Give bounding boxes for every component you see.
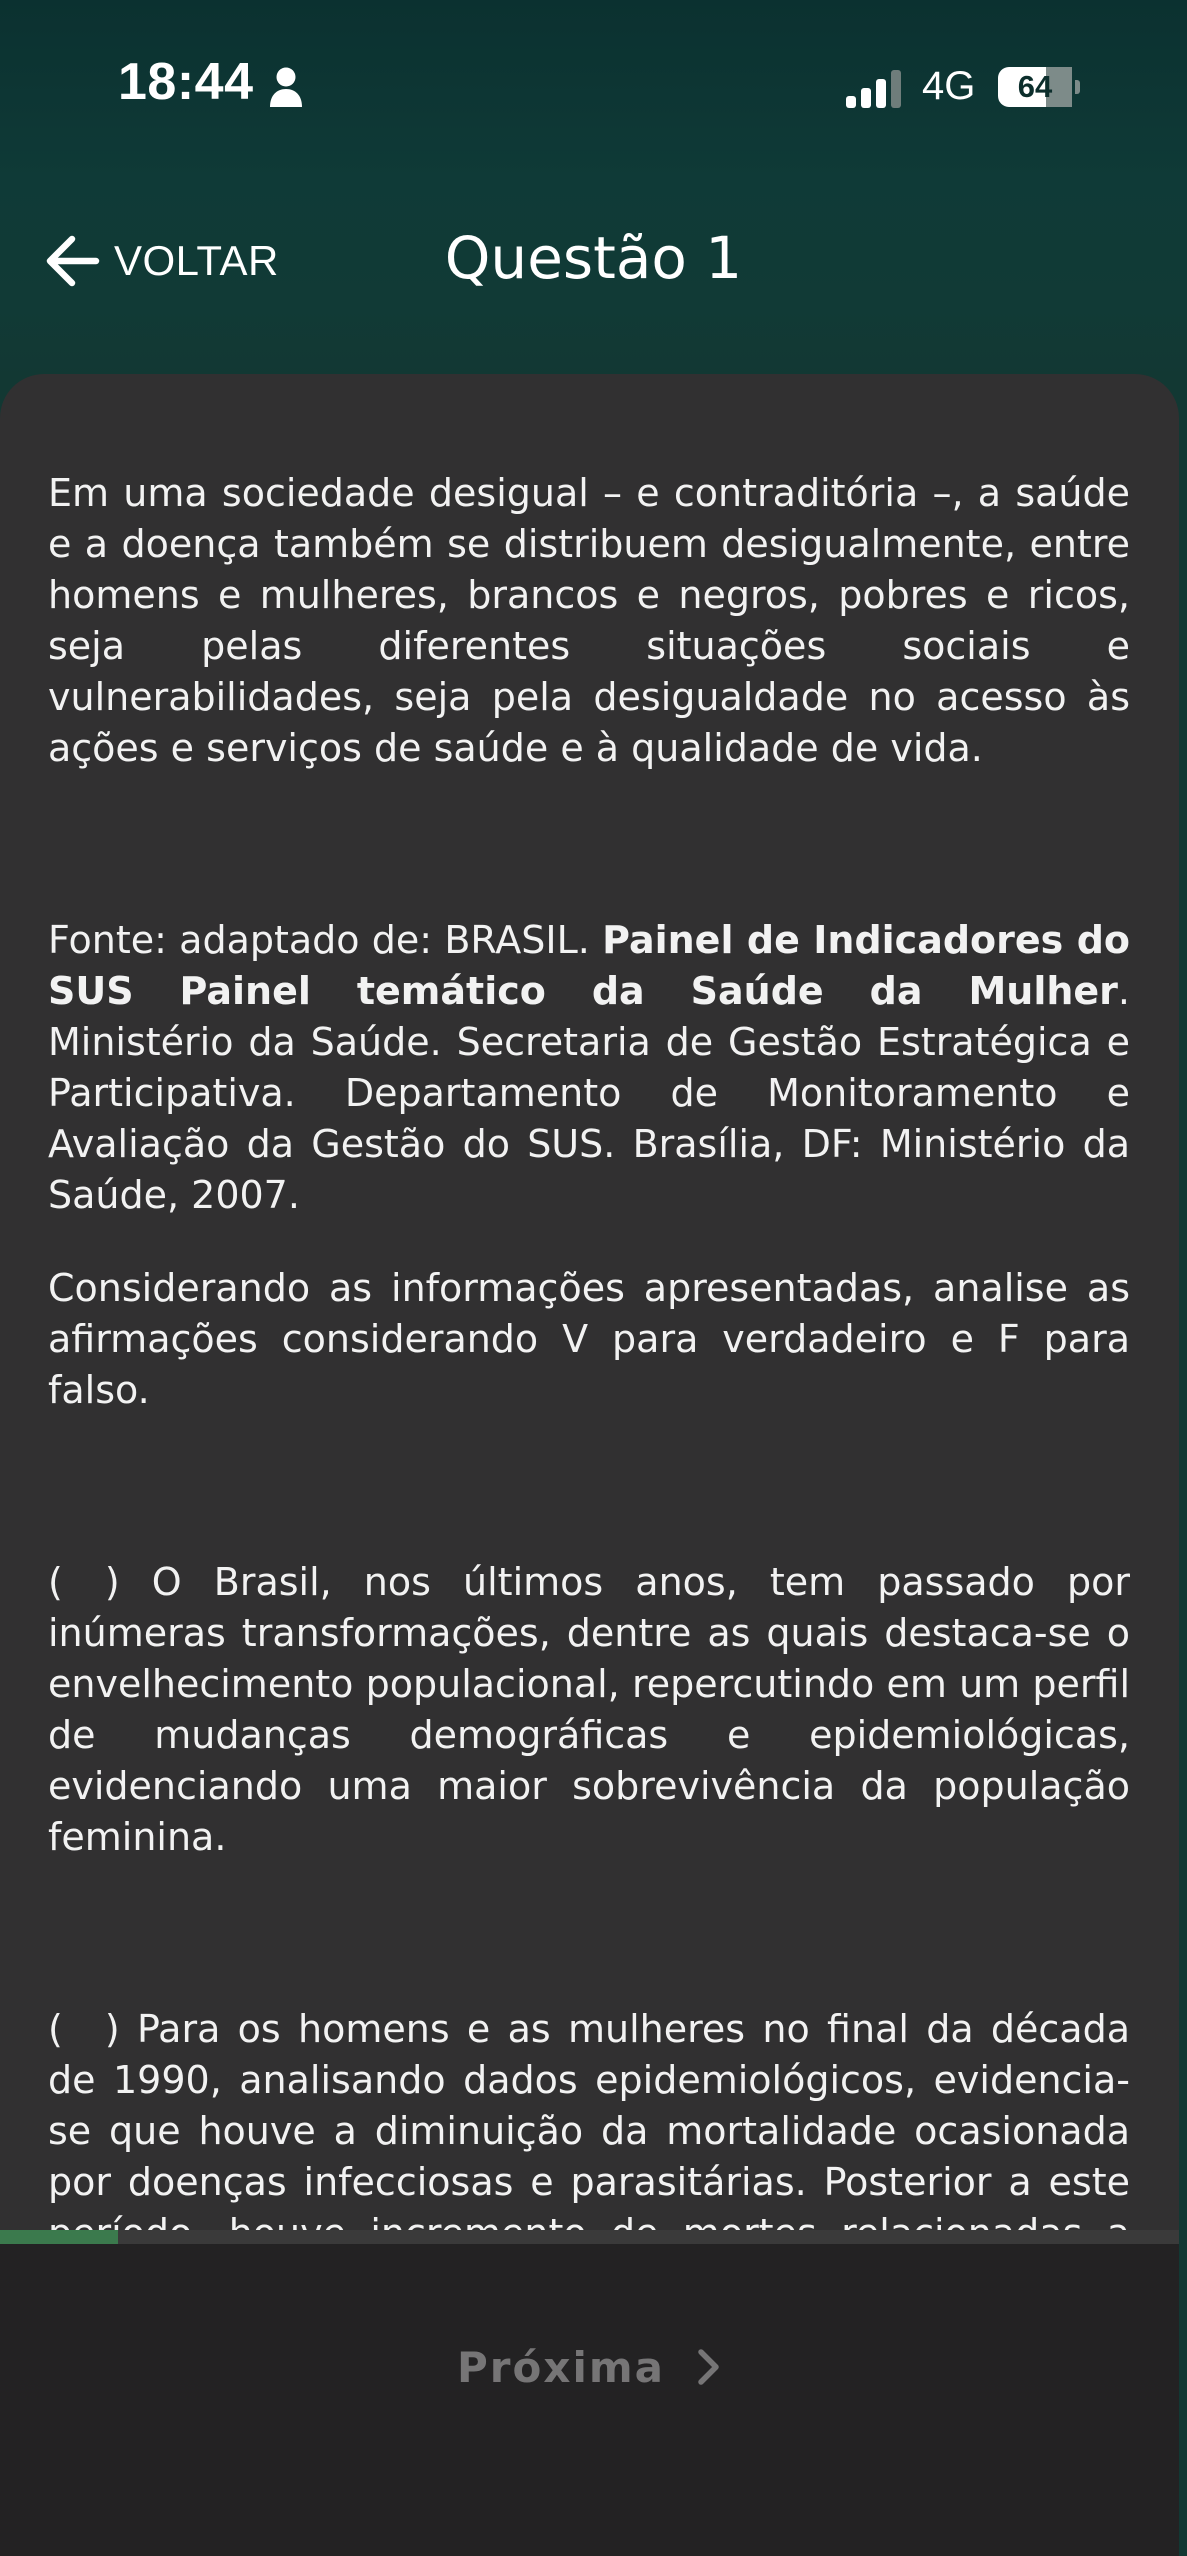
statement-2-open: ( (48, 2007, 63, 2051)
battery-body (998, 67, 1072, 107)
progress-fill (0, 2230, 118, 2244)
status-bar (0, 0, 1179, 170)
question-intro: Em uma sociedade desigual – e contraditória –, a saúde e a doença também se distribuem desigualmente, entre homens e mulheres, brancos e negros, pobres e ricos, seja pelas diferentes situações sociais e vulnerabilidades, seja pela desigualdade no acesso às ações e serviços de saúde e à qualidade de vida. (48, 471, 1130, 770)
network-type: 4G (922, 64, 976, 108)
question-card[interactable] (0, 374, 1179, 2244)
cellular-signal-icon (846, 70, 904, 108)
page-title: Questão 1 (444, 224, 743, 292)
statement-2-close: ) (104, 2007, 120, 2051)
battery-indicator (998, 67, 1080, 107)
next-label: Próxima (457, 2342, 665, 2392)
statement-1-close: ) (104, 1560, 120, 1604)
next-button[interactable] (440, 2322, 740, 2412)
statement-2-text: Para os homens e as mulheres no final da década de 1990, analisando dados epidemiológicos, evidencia-se que houve a diminuição da mortalidade ocasionada por doenças infecciosas e parasitárias. Posterior a este (48, 2007, 1130, 2204)
chevron-right-icon (693, 2346, 723, 2388)
footer (0, 2244, 1179, 2556)
question-source (48, 915, 1130, 1221)
statement-1 (48, 1557, 1130, 1863)
progress-bar (0, 2230, 1179, 2244)
question-content (48, 468, 1130, 2310)
battery-cap (1075, 80, 1080, 94)
question-instruction: Considerando as informações apresentadas, analise as afirmações considerando V para verdadeiro e F para falso. (48, 1266, 1130, 1412)
battery-level: 64 (1017, 69, 1053, 104)
source-title: Painel de Indicadores do SUS Painel temático da Saúde da Mulher (48, 918, 1130, 1013)
source-prefix: Fonte: adaptado de: BRASIL. (48, 918, 603, 962)
statement-1-text: O Brasil, nos últimos anos, tem passado por inúmeras transformações, dentre as quais destaca-se o envelhecimento populacional, repercutindo em um perfil de mudanças demográficas e epidemiológicas, evidenciando uma maior sobrevivência da população feminina. (48, 1560, 1130, 1859)
source-suffix: . Ministério da Saúde. Secretaria de Gestão Estratégica e Participativa. Departamento de Monitoramento e Avaliação da Gestão do SUS. Brasília, DF: Ministério da Saúde, 2007. (48, 969, 1130, 1217)
back-label: VOLTAR (114, 237, 279, 284)
statement-1-open: ( (48, 1560, 63, 1604)
header (0, 200, 1179, 320)
person-icon (268, 66, 304, 108)
status-time: 18:44 (118, 53, 254, 111)
